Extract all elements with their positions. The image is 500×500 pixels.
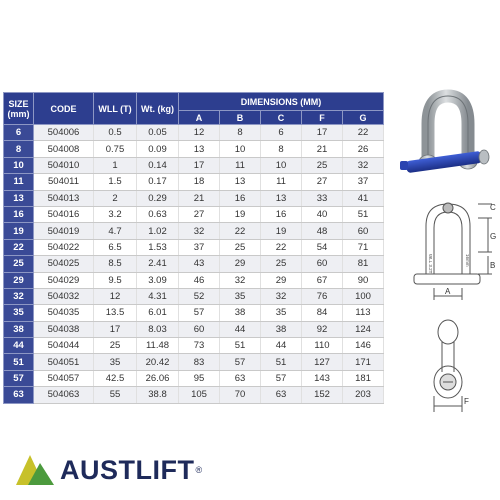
- dim-a-cell: 57: [179, 305, 220, 321]
- wll-cell: 2: [94, 190, 137, 206]
- weight-cell: 8.03: [137, 321, 179, 337]
- table-row: [4, 256, 384, 272]
- code-cell: 504063: [34, 387, 94, 403]
- dim-b-cell: 70: [220, 387, 261, 403]
- dim-f-cell: 40: [302, 206, 343, 222]
- dim-g-cell: 37: [343, 174, 384, 190]
- dim-c-cell: 32: [261, 288, 302, 304]
- weight-cell: 4.31: [137, 288, 179, 304]
- code-cell: 504035: [34, 305, 94, 321]
- dim-b-cell: 44: [220, 321, 261, 337]
- shackle-front-drawing: [404, 196, 496, 306]
- dim-g-cell: 171: [343, 354, 384, 370]
- dim-f-cell: 143: [302, 370, 343, 386]
- weight-cell: 20.42: [137, 354, 179, 370]
- dim-c-cell: 44: [261, 338, 302, 354]
- wll-cell: 42.5: [94, 370, 137, 386]
- dim-c-cell: 11: [261, 174, 302, 190]
- code-cell: 504057: [34, 370, 94, 386]
- weight-cell: 38.8: [137, 387, 179, 403]
- wll-cell: 55: [94, 387, 137, 403]
- dim-b-cell: 35: [220, 288, 261, 304]
- dim-c-cell: 8: [261, 141, 302, 157]
- dim-g-cell: 100: [343, 288, 384, 304]
- dim-f-cell: 67: [302, 272, 343, 288]
- size-cell: 10: [4, 157, 34, 173]
- code-cell: 504019: [34, 223, 94, 239]
- dim-f-cell: 84: [302, 305, 343, 321]
- dim-g-cell: 81: [343, 256, 384, 272]
- dim-c-cell: 6: [261, 125, 302, 141]
- table-row: [4, 157, 384, 173]
- code-cell: 504044: [34, 338, 94, 354]
- weight-cell: 0.29: [137, 190, 179, 206]
- size-cell: 6: [4, 125, 34, 141]
- size-cell: 16: [4, 206, 34, 222]
- dim-g-cell: 22: [343, 125, 384, 141]
- weight-cell: 0.63: [137, 206, 179, 222]
- dim-b-cell: 38: [220, 305, 261, 321]
- dim-b-cell: 51: [220, 338, 261, 354]
- weight-cell: 26.06: [137, 370, 179, 386]
- dim-g-cell: 181: [343, 370, 384, 386]
- wll-cell: 17: [94, 321, 137, 337]
- code-cell: 504010: [34, 157, 94, 173]
- table-row: [4, 305, 384, 321]
- dim-c-cell: 19: [261, 223, 302, 239]
- size-cell: 38: [4, 321, 34, 337]
- dim-g-cell: 51: [343, 206, 384, 222]
- dim-f-header: F: [302, 111, 343, 125]
- registered-mark: ®: [195, 465, 203, 475]
- size-cell: 57: [4, 370, 34, 386]
- wll-cell: 4.7: [94, 223, 137, 239]
- dim-c-header: C: [261, 111, 302, 125]
- weight-cell: 6.01: [137, 305, 179, 321]
- dim-b-cell: 32: [220, 272, 261, 288]
- dim-f-cell: 48: [302, 223, 343, 239]
- dim-g-cell: 26: [343, 141, 384, 157]
- weight-cell: 2.41: [137, 256, 179, 272]
- dim-f-cell: 17: [302, 125, 343, 141]
- size-header: SIZE (mm): [4, 93, 34, 125]
- dim-f-cell: 60: [302, 256, 343, 272]
- code-cell: 504011: [34, 174, 94, 190]
- dim-c-cell: 38: [261, 321, 302, 337]
- dim-g-cell: 146: [343, 338, 384, 354]
- dim-b-cell: 22: [220, 223, 261, 239]
- dim-c-cell: 57: [261, 370, 302, 386]
- dim-f-cell: 152: [302, 387, 343, 403]
- size-cell: 22: [4, 239, 34, 255]
- size-cell: 11: [4, 174, 34, 190]
- code-header: CODE: [34, 93, 94, 125]
- table-row: [4, 338, 384, 354]
- dim-c-cell: 35: [261, 305, 302, 321]
- label-b: B: [490, 261, 496, 270]
- dim-a-header: A: [179, 111, 220, 125]
- dim-a-cell: 12: [179, 125, 220, 141]
- dim-g-header: G: [343, 111, 384, 125]
- table-body: [4, 125, 384, 404]
- dim-g-cell: 124: [343, 321, 384, 337]
- size-cell: 25: [4, 256, 34, 272]
- dimensions-header: DIMENSIONS (MM): [179, 93, 384, 111]
- wll-cell: 13.5: [94, 305, 137, 321]
- dim-g-cell: 71: [343, 239, 384, 255]
- table-row: [4, 190, 384, 206]
- size-cell: 8: [4, 141, 34, 157]
- label-a: A: [445, 287, 451, 296]
- code-cell: 504006: [34, 125, 94, 141]
- wll-cell: 9.5: [94, 272, 137, 288]
- dim-c-cell: 13: [261, 190, 302, 206]
- code-cell: 504016: [34, 206, 94, 222]
- code-cell: 504051: [34, 354, 94, 370]
- dim-c-cell: 25: [261, 256, 302, 272]
- table-row: [4, 125, 384, 141]
- dim-a-cell: 21: [179, 190, 220, 206]
- dim-f-cell: 21: [302, 141, 343, 157]
- wll-cell: 8.5: [94, 256, 137, 272]
- dim-a-cell: 13: [179, 141, 220, 157]
- table-row: [4, 174, 384, 190]
- dim-a-cell: 52: [179, 288, 220, 304]
- dim-a-cell: 95: [179, 370, 220, 386]
- code-cell: 504029: [34, 272, 94, 288]
- shackle-marking: WLL 3.2T: [428, 254, 433, 274]
- code-cell: 504032: [34, 288, 94, 304]
- table-row: [4, 223, 384, 239]
- code-cell: 504038: [34, 321, 94, 337]
- size-cell: 44: [4, 338, 34, 354]
- dim-f-cell: 76: [302, 288, 343, 304]
- pin-marking: 16mm: [465, 254, 470, 267]
- dim-a-cell: 105: [179, 387, 220, 403]
- wll-cell: 1: [94, 157, 137, 173]
- dim-c-cell: 22: [261, 239, 302, 255]
- table-row: [4, 272, 384, 288]
- table-row: [4, 141, 384, 157]
- wll-cell: 1.5: [94, 174, 137, 190]
- dim-g-cell: 113: [343, 305, 384, 321]
- size-cell: 35: [4, 305, 34, 321]
- table-row: [4, 354, 384, 370]
- dim-g-cell: 32: [343, 157, 384, 173]
- weight-cell: 0.17: [137, 174, 179, 190]
- dim-a-cell: 46: [179, 272, 220, 288]
- weight-cell: 3.09: [137, 272, 179, 288]
- dim-c-cell: 16: [261, 206, 302, 222]
- dim-b-cell: 10: [220, 141, 261, 157]
- dim-a-cell: 83: [179, 354, 220, 370]
- code-cell: 504022: [34, 239, 94, 255]
- dim-g-cell: 41: [343, 190, 384, 206]
- size-cell: 19: [4, 223, 34, 239]
- code-cell: 504013: [34, 190, 94, 206]
- dim-f-cell: 33: [302, 190, 343, 206]
- dim-a-cell: 43: [179, 256, 220, 272]
- size-cell: 51: [4, 354, 34, 370]
- dim-b-cell: 29: [220, 256, 261, 272]
- dim-f-cell: 127: [302, 354, 343, 370]
- wll-header: WLL (T): [94, 93, 137, 125]
- label-f: F: [464, 397, 469, 406]
- wll-cell: 0.75: [94, 141, 137, 157]
- wll-cell: 6.5: [94, 239, 137, 255]
- wll-cell: 3.2: [94, 206, 137, 222]
- wll-cell: 35: [94, 354, 137, 370]
- dim-c-cell: 63: [261, 387, 302, 403]
- table-row: [4, 239, 384, 255]
- brand-name: AUSTLIFT: [60, 454, 195, 485]
- dim-a-cell: 18: [179, 174, 220, 190]
- label-g: G: [490, 232, 496, 241]
- dim-a-cell: 60: [179, 321, 220, 337]
- dim-f-cell: 92: [302, 321, 343, 337]
- dim-f-cell: 25: [302, 157, 343, 173]
- table-row: [4, 321, 384, 337]
- dim-c-cell: 51: [261, 354, 302, 370]
- shackle-side-drawing: [418, 308, 496, 420]
- dim-a-cell: 32: [179, 223, 220, 239]
- weight-cell: 1.53: [137, 239, 179, 255]
- size-cell: 32: [4, 288, 34, 304]
- weight-cell: 0.09: [137, 141, 179, 157]
- wll-cell: 12: [94, 288, 137, 304]
- dim-b-cell: 8: [220, 125, 261, 141]
- dim-a-cell: 73: [179, 338, 220, 354]
- wll-cell: 25: [94, 338, 137, 354]
- dim-b-cell: 25: [220, 239, 261, 255]
- size-cell: 13: [4, 190, 34, 206]
- dim-g-cell: 60: [343, 223, 384, 239]
- weight-cell: 0.05: [137, 125, 179, 141]
- code-cell: 504008: [34, 141, 94, 157]
- table-row: [4, 370, 384, 386]
- dim-f-cell: 27: [302, 174, 343, 190]
- table-row: [4, 387, 384, 403]
- dim-b-cell: 57: [220, 354, 261, 370]
- table-row: [4, 288, 384, 304]
- weight-cell: 0.14: [137, 157, 179, 173]
- weight-cell: 1.02: [137, 223, 179, 239]
- dim-a-cell: 37: [179, 239, 220, 255]
- code-cell: 504025: [34, 256, 94, 272]
- dim-b-cell: 16: [220, 190, 261, 206]
- label-c: C: [490, 203, 496, 212]
- table-row: [4, 206, 384, 222]
- size-cell: 29: [4, 272, 34, 288]
- size-cell: 63: [4, 387, 34, 403]
- dim-b-cell: 11: [220, 157, 261, 173]
- dim-a-cell: 17: [179, 157, 220, 173]
- dim-b-cell: 19: [220, 206, 261, 222]
- dim-g-cell: 203: [343, 387, 384, 403]
- shackle-photo: [398, 88, 494, 188]
- weight-header: Wt. (kg): [137, 93, 179, 125]
- austlift-logo: [14, 452, 202, 488]
- dim-f-cell: 110: [302, 338, 343, 354]
- austlift-logo-mark-icon: [14, 453, 56, 487]
- weight-cell: 11.48: [137, 338, 179, 354]
- dim-c-cell: 10: [261, 157, 302, 173]
- dim-g-cell: 90: [343, 272, 384, 288]
- dim-b-cell: 63: [220, 370, 261, 386]
- dim-a-cell: 27: [179, 206, 220, 222]
- wll-cell: 0.5: [94, 125, 137, 141]
- dim-b-cell: 13: [220, 174, 261, 190]
- dim-f-cell: 54: [302, 239, 343, 255]
- specification-table: [3, 92, 384, 404]
- dim-b-header: B: [220, 111, 261, 125]
- dim-c-cell: 29: [261, 272, 302, 288]
